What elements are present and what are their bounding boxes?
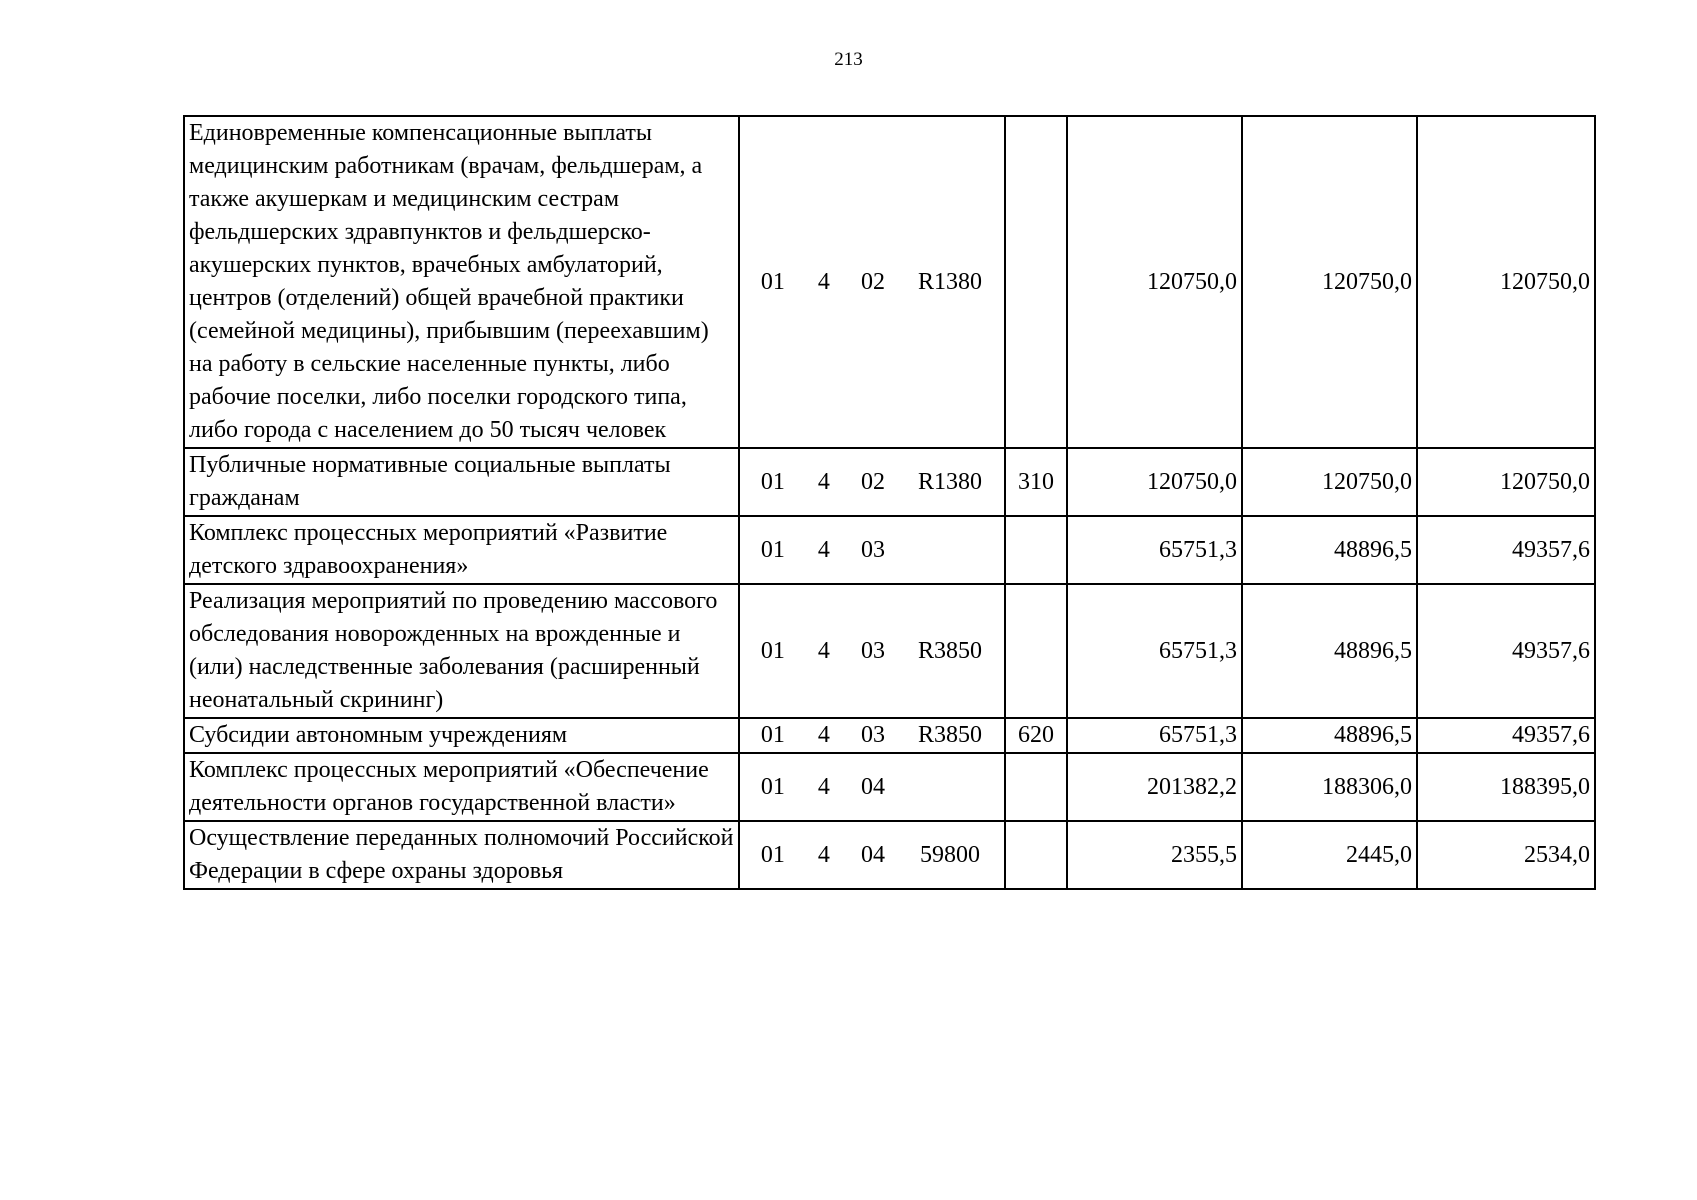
program-code: 01: [760, 722, 785, 748]
direction-code: 04: [860, 773, 885, 800]
program-code: 01: [760, 468, 785, 495]
table-row: [184, 753, 1595, 821]
subprogram-code: 4: [817, 268, 830, 295]
amount-year2-cell: 48896,5: [1242, 718, 1417, 753]
subprogram-code: 4: [817, 773, 830, 800]
row-name-cell: Публичные нормативные социальные выплаты гражданам: [184, 448, 739, 516]
program-code: 01: [760, 637, 785, 664]
expense-type-cell: 620: [1005, 718, 1067, 753]
program-code: 01: [760, 536, 785, 563]
amount-year1-cell: 120750,0: [1067, 448, 1242, 516]
amount-year3-cell: 49357,6: [1417, 718, 1595, 753]
subprogram-code: 4: [817, 637, 830, 664]
direction-code: 03: [860, 536, 885, 563]
table-row: [184, 116, 1595, 448]
table-row: [184, 448, 1595, 516]
amount-year1-cell: 65751,3: [1067, 718, 1242, 753]
expense-type-cell: [1005, 584, 1067, 718]
direction-code: 02: [860, 468, 885, 495]
page-number: 213: [834, 49, 863, 70]
direction-code: 03: [860, 722, 885, 748]
table-row: [184, 584, 1595, 718]
amount-year3-cell: 188395,0: [1417, 753, 1595, 821]
expense-code: R3850: [917, 722, 982, 748]
amount-year1-cell: 201382,2: [1067, 753, 1242, 821]
expense-type-cell: 310: [1005, 448, 1067, 516]
direction-code: 02: [860, 268, 885, 295]
amount-year1-cell: 2355,5: [1067, 821, 1242, 889]
row-name-cell: Единовременные компенсационные выплаты медицинским работникам (врачам, фельдшерам, а также акушеркам и медицинским сестрам фельдшерских здравпунктов и фельдшерско-акушерских пунктов, врачебных амбулаторий, центров (отделений) общей врачебной практики (семейной медицины), прибывшим (переехавшим) на работу в сельские населенные пункты, либо рабочие поселки, либо поселки городского типа, либо города с населением до 50 тысяч человек: [184, 116, 739, 448]
budget-table-body: [184, 116, 1595, 889]
program-code: 01: [760, 773, 785, 800]
row-name-cell: Комплекс процессных мероприятий «Развитие детского здравоохранения»: [184, 516, 739, 584]
expense-type-cell: [1005, 516, 1067, 584]
direction-code: 03: [860, 637, 885, 664]
amount-year2-cell: 120750,0: [1242, 116, 1417, 448]
row-name-cell: Реализация мероприятий по проведению массового обследования новорожденных на врожденные и (или) наследственные заболевания (расширенный неонатальный скрининг): [184, 584, 739, 718]
target-article-cell: [739, 584, 1005, 718]
subprogram-code: 4: [817, 722, 830, 748]
amount-year2-cell: 120750,0: [1242, 448, 1417, 516]
subprogram-code: 4: [817, 841, 830, 868]
program-code: 01: [760, 268, 785, 295]
amount-year3-cell: 2534,0: [1417, 821, 1595, 889]
amount-year3-cell: 120750,0: [1417, 116, 1595, 448]
amount-year3-cell: 120750,0: [1417, 448, 1595, 516]
direction-code: 04: [860, 841, 885, 868]
target-article-cell: [739, 116, 1005, 448]
expense-type-cell: [1005, 821, 1067, 889]
target-article-cell: [739, 516, 1005, 584]
target-article-cell: [739, 753, 1005, 821]
expense-code: 59800: [919, 841, 980, 868]
subprogram-code: 4: [817, 468, 830, 495]
expense-type-cell: [1005, 116, 1067, 448]
target-article-cell: [739, 718, 1005, 753]
table-row: [184, 718, 1595, 753]
table-row: [184, 821, 1595, 889]
expense-code: R1380: [917, 268, 982, 295]
amount-year2-cell: 48896,5: [1242, 516, 1417, 584]
target-article-cell: [739, 448, 1005, 516]
program-code: 01: [760, 841, 785, 868]
table-row: [184, 516, 1595, 584]
amount-year1-cell: 65751,3: [1067, 516, 1242, 584]
amount-year2-cell: 48896,5: [1242, 584, 1417, 718]
target-article-cell: [739, 821, 1005, 889]
amount-year3-cell: 49357,6: [1417, 516, 1595, 584]
row-name-cell: Субсидии автономным учреждениям: [184, 718, 739, 753]
row-name-cell: Комплекс процессных мероприятий «Обеспечение деятельности органов государственной власти»: [184, 753, 739, 821]
amount-year2-cell: 2445,0: [1242, 821, 1417, 889]
budget-table: [183, 115, 1596, 890]
amount-year3-cell: 49357,6: [1417, 584, 1595, 718]
expense-code: R1380: [917, 468, 982, 495]
amount-year2-cell: 188306,0: [1242, 753, 1417, 821]
expense-type-cell: [1005, 753, 1067, 821]
row-name-cell: Осуществление переданных полномочий Российской Федерации в сфере охраны здоровья: [184, 821, 739, 889]
amount-year1-cell: 65751,3: [1067, 584, 1242, 718]
amount-year1-cell: 120750,0: [1067, 116, 1242, 448]
subprogram-code: 4: [817, 536, 830, 563]
expense-code: R3850: [917, 637, 982, 664]
